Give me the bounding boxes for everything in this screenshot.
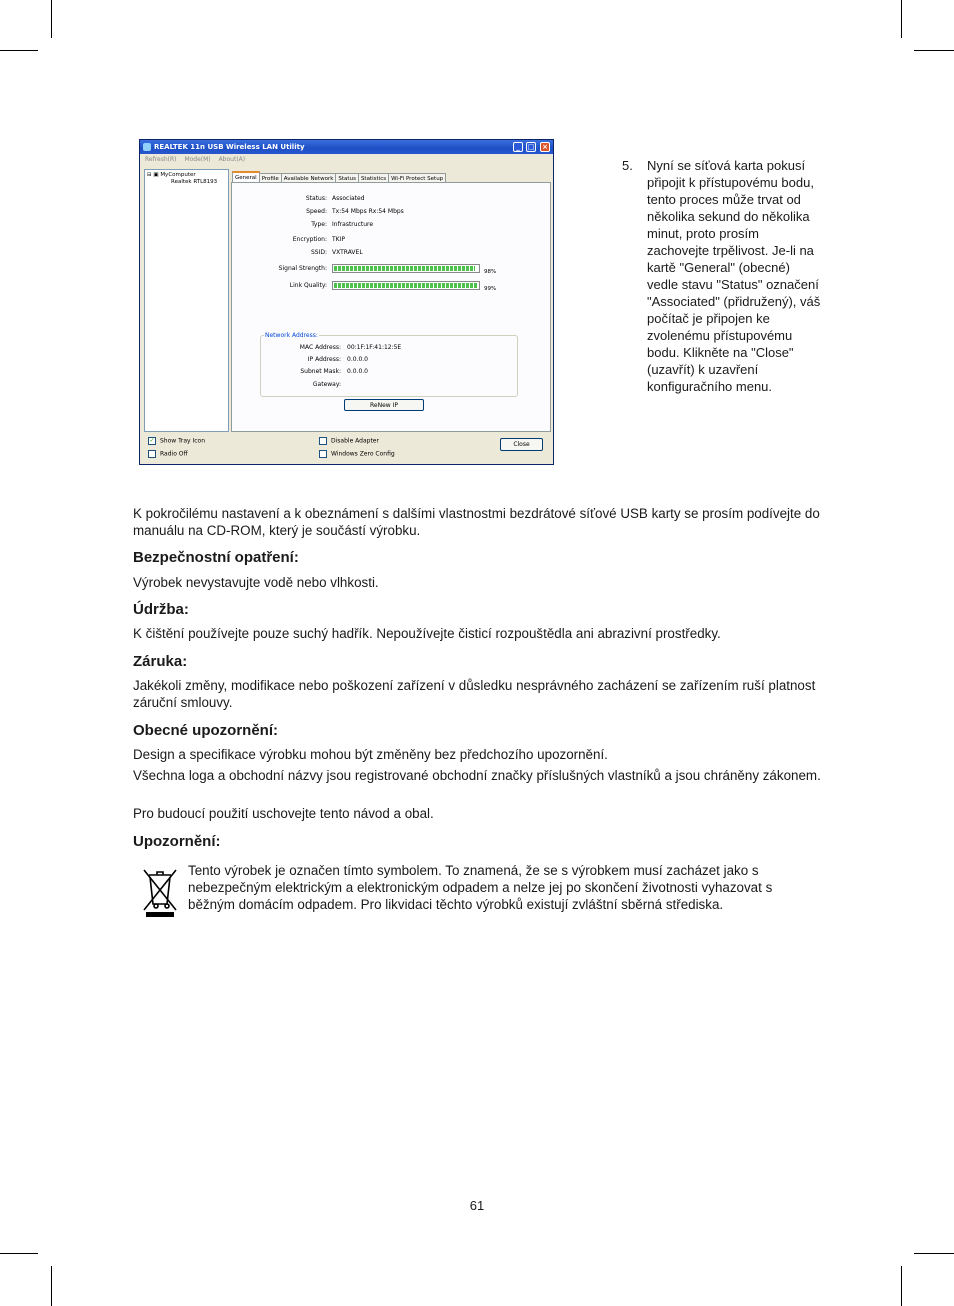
computer-icon: ▣: [153, 172, 159, 178]
general-text-3: Pro budoucí použití uschovejte tento návod a obal.: [133, 806, 434, 821]
disable-adapter-checkbox[interactable]: Disable Adapter: [319, 437, 379, 445]
tree-expand-icon[interactable]: ⊟: [147, 172, 152, 178]
link-quality-fill: [334, 283, 477, 288]
tab-wps[interactable]: Wi-Fi Protect Setup: [388, 173, 446, 184]
notice-heading: Upozornění:: [133, 833, 221, 850]
title-bar[interactable]: [140, 140, 553, 154]
renew-ip-button[interactable]: ReNew IP: [344, 399, 424, 411]
field-label: Speed:: [306, 208, 327, 215]
close-icon[interactable]: ×: [540, 142, 550, 152]
step-number: 5.: [622, 158, 633, 173]
maintenance-heading: Údržba:: [133, 601, 189, 618]
link-percent: 99%: [484, 286, 497, 292]
safety-text: Výrobek nevystavujte vodě nebo vlhkosti.: [133, 575, 379, 590]
menu-bar: [140, 154, 553, 166]
speed-value: Tx:54 Mbps Rx:54 Mbps: [332, 208, 404, 215]
warranty-heading: Záruka:: [133, 653, 188, 670]
notice-text: Tento výrobek je označen tímto symbolem. To znamená, že se s výrobkem musí zacházet jako s nebezpečným elektrickým a elektronickým odpadem a nelze jej po skončení životnosti vyhazovat s běžným domácím odpadem. Pro likvidaci těchto výrobků existují zvláštní sběrná střediska.: [188, 863, 773, 912]
subnet-value: 0.0.0.0: [347, 368, 368, 375]
maintenance-text: K čištění používejte pouze suchý hadřík. Nepoužívejte čisticí rozpouštědla ani abrazivní prostředky.: [133, 626, 721, 641]
ip-value: 0.0.0.0: [347, 356, 368, 363]
close-button[interactable]: Close: [500, 438, 543, 451]
menu-mode[interactable]: Mode(M): [184, 156, 211, 163]
crop-mark: [51, 0, 52, 38]
tree-item-adapter[interactable]: Realtek RTL8193: [171, 179, 218, 185]
crop-mark: [901, 0, 902, 38]
general-heading: Obecné upozornění:: [133, 722, 279, 739]
radio-off-checkbox[interactable]: Radio Off: [148, 450, 188, 458]
net-label: Gateway:: [312, 381, 341, 388]
status-value: Associated: [332, 195, 365, 202]
tree-item-computer[interactable]: ⊟ ▣ MyComputer: [147, 172, 196, 178]
checkmark-icon[interactable]: ✓: [149, 437, 155, 444]
crop-mark: [51, 1266, 52, 1306]
warranty-text: Jakékoli změny, modifikace nebo poškození zařízení v důsledku nesprávného zacházení se zařízením ruší platnost záruční smlouvy.: [133, 678, 816, 710]
network-address-group: [260, 332, 518, 397]
encryption-value: TKIP: [332, 236, 345, 243]
tab-status[interactable]: Status: [335, 173, 359, 184]
device-tree[interactable]: [144, 169, 229, 432]
menu-about[interactable]: About(A): [218, 156, 246, 163]
signal-strength-bar: [332, 264, 480, 273]
crop-mark: [914, 1253, 954, 1254]
crop-mark: [914, 50, 954, 51]
link-quality-bar: [332, 281, 480, 290]
tab-available-network[interactable]: Available Network: [281, 173, 337, 184]
weee-bin-icon: [140, 866, 180, 918]
general-text-1: Design a specifikace výrobku mohou být změněny bez předchozího upozornění.: [133, 747, 608, 762]
signal-strength-fill: [334, 266, 475, 271]
signal-label: Signal Strength:: [278, 265, 327, 272]
general-text-2: Všechna loga a obchodní názvy jsou registrované obchodní značky příslušných vlastníků a jsou chráněny zákonem.: [133, 768, 821, 783]
general-panel: [231, 182, 551, 432]
page-number: 61: [469, 1198, 485, 1213]
safety-heading: Bezpečnostní opatření:: [133, 549, 299, 566]
utility-window: [139, 139, 554, 465]
field-label: Status:: [305, 195, 327, 202]
mac-value: 00:1F:1F:41:12:5E: [347, 344, 402, 351]
field-label: Type:: [311, 221, 327, 228]
crop-mark: [0, 1253, 38, 1254]
menu-refresh[interactable]: Refresh(R): [145, 156, 177, 163]
net-label: MAC Address:: [299, 344, 341, 351]
signal-percent: 98%: [484, 269, 497, 275]
step-text: Nyní se síťová karta pokusí připojit k přístupovému bodu, tento proces může trvat od několika sekund do několika minut, proto prosím zachovejte trpělivost. Je-li na kartě "General" (obecné) vedle stavu "Status" označení "Associated" (přidružený), váš počítač je připojen ke zvolenému přístupovému bodu. Klikněte na "Close" (uzavřít) k uzavření konfiguračního menu.: [647, 158, 821, 394]
window-title: REALTEK 11n USB Wireless LAN Utility: [154, 143, 305, 151]
maximize-icon[interactable]: □: [527, 143, 535, 151]
windows-zero-config-checkbox[interactable]: Windows Zero Config: [319, 450, 395, 458]
tab-strip: [232, 171, 445, 182]
tab-profile[interactable]: Profile: [259, 173, 282, 184]
field-label: Encryption:: [292, 236, 327, 243]
net-label: Subnet Mask:: [300, 368, 341, 375]
crop-mark: [901, 1266, 902, 1306]
link-label: Link Quality:: [289, 282, 327, 289]
ssid-value: VXTRAVEL: [332, 249, 363, 256]
app-icon: [143, 143, 151, 151]
field-label: SSID:: [310, 249, 327, 256]
step-note: [622, 157, 822, 395]
crop-mark: [0, 50, 38, 51]
show-tray-checkbox[interactable]: ✓ Show Tray Icon: [149, 437, 206, 445]
tab-statistics[interactable]: Statistics: [358, 173, 389, 184]
group-legend: Network Address:: [265, 332, 318, 339]
type-value: Infrastructure: [332, 221, 374, 228]
minimize-icon[interactable]: _: [513, 142, 523, 152]
tab-general[interactable]: General: [232, 171, 260, 184]
intro-text: K pokročilému nastavení a k obeznámení s dalšími vlastnostmi bezdrátové síťové USB karty se prosím podívejte do manuálu na CD-ROM, který je součástí výrobku.: [133, 506, 820, 538]
net-label: IP Address:: [307, 356, 341, 363]
